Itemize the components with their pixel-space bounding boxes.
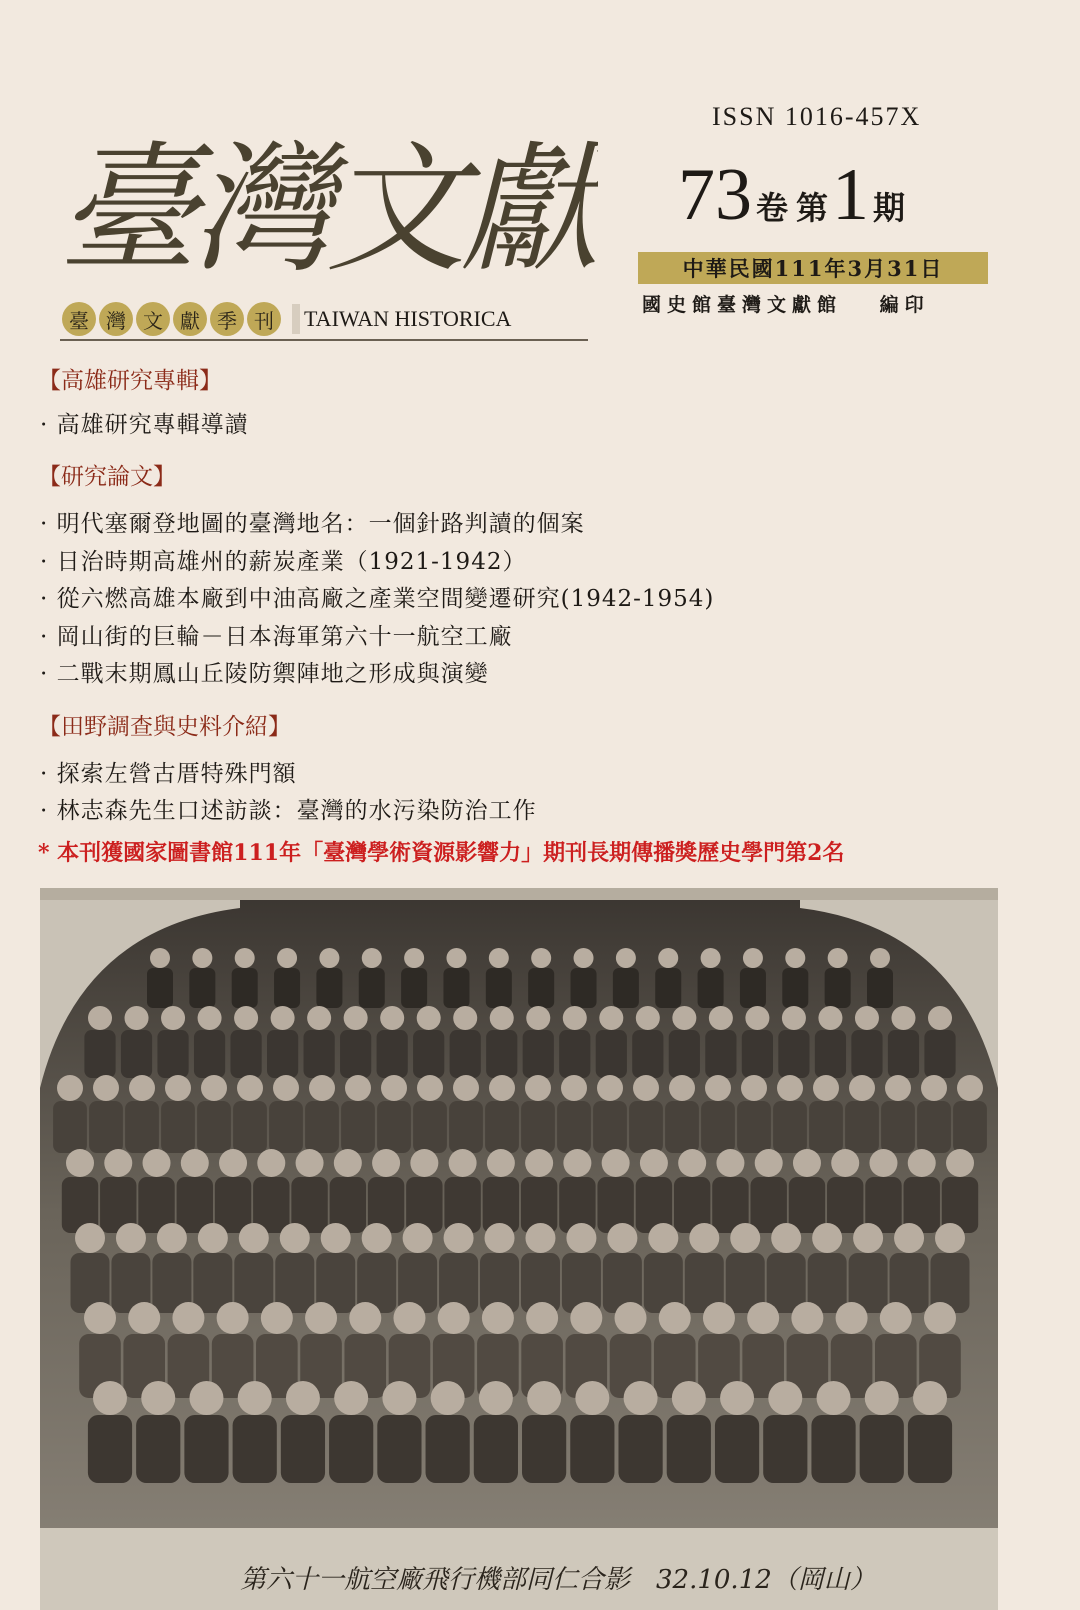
- person-head: [709, 1006, 733, 1030]
- person-head: [307, 1006, 331, 1030]
- person-body: [917, 1101, 951, 1153]
- person-body: [136, 1415, 180, 1483]
- person-head: [393, 1302, 425, 1334]
- person-head: [793, 1149, 821, 1177]
- person-head: [192, 948, 212, 968]
- person-body: [450, 1030, 481, 1078]
- issue-unit: 期: [873, 189, 906, 227]
- person-body: [815, 1030, 846, 1078]
- person-head: [198, 1006, 222, 1030]
- person-head: [624, 1381, 658, 1415]
- person-head: [286, 1381, 320, 1415]
- person-head: [482, 1302, 514, 1334]
- toc-item: · 從六燃高雄本廠到中油高廠之產業空間變遷研究(1942-1954): [40, 586, 715, 612]
- person-head: [344, 1006, 368, 1030]
- person-head: [745, 1006, 769, 1030]
- person-head: [525, 1075, 551, 1101]
- person-body: [773, 1101, 807, 1153]
- person-body: [778, 1030, 809, 1078]
- person-head: [894, 1223, 924, 1253]
- person-head: [908, 1149, 936, 1177]
- person-head: [730, 1223, 760, 1253]
- person-head: [334, 1381, 368, 1415]
- person-head: [921, 1075, 947, 1101]
- person-head: [66, 1149, 94, 1177]
- person-head: [768, 1381, 802, 1415]
- person-head: [172, 1302, 204, 1334]
- person-head: [157, 1223, 187, 1253]
- person-head: [817, 1381, 851, 1415]
- person-head: [818, 1006, 842, 1030]
- subtitle-char: 獻: [173, 302, 207, 336]
- issue-prefix: 第: [796, 189, 829, 227]
- person-body: [825, 968, 851, 1008]
- person-body: [443, 968, 469, 1008]
- person-head: [273, 1075, 299, 1101]
- person-body: [147, 968, 173, 1008]
- person-body: [522, 1415, 566, 1483]
- masthead-calligraphy: [58, 108, 598, 293]
- person-body: [742, 1030, 773, 1078]
- person-body: [888, 1030, 919, 1078]
- person-body: [84, 1030, 115, 1078]
- person-head: [633, 1075, 659, 1101]
- person-body: [305, 1101, 339, 1153]
- person-head: [602, 1149, 630, 1177]
- person-head: [672, 1381, 706, 1415]
- person-head: [570, 1302, 602, 1334]
- person-head: [489, 1075, 515, 1101]
- person-head: [836, 1302, 868, 1334]
- person-body: [789, 1177, 825, 1233]
- person-body: [377, 1030, 408, 1078]
- person-body: [811, 1415, 855, 1483]
- publication-date: 中華民國111年3月31日: [638, 252, 988, 284]
- person-head: [831, 1149, 859, 1177]
- person-head: [349, 1302, 381, 1334]
- person-body: [197, 1101, 231, 1153]
- person-body: [845, 1101, 879, 1153]
- person-body: [521, 1101, 555, 1153]
- person-head: [198, 1223, 228, 1253]
- person-body: [161, 1101, 195, 1153]
- person-head: [309, 1075, 335, 1101]
- person-head: [410, 1149, 438, 1177]
- person-head: [885, 1075, 911, 1101]
- person-head: [658, 948, 678, 968]
- person-body: [559, 1030, 590, 1078]
- person-head: [701, 948, 721, 968]
- person-head: [161, 1006, 185, 1030]
- person-head: [296, 1149, 324, 1177]
- person-head: [125, 1006, 149, 1030]
- person-head: [616, 948, 636, 968]
- person-head: [870, 948, 890, 968]
- person-body: [655, 968, 681, 1008]
- person-head: [381, 1075, 407, 1101]
- volume-number: 73: [678, 154, 752, 236]
- person-body: [523, 1030, 554, 1078]
- person-body: [557, 1101, 591, 1153]
- person-body: [593, 1101, 627, 1153]
- person-head: [689, 1223, 719, 1253]
- person-head: [141, 1381, 175, 1415]
- person-head: [487, 1149, 515, 1177]
- person-head: [362, 1223, 392, 1253]
- person-body: [89, 1101, 123, 1153]
- section-title: 【高雄研究專輯】: [38, 368, 222, 394]
- person-body: [809, 1101, 843, 1153]
- masthead-title: 臺灣文獻: [58, 129, 595, 292]
- person-body: [596, 1030, 627, 1078]
- issn: ISSN 1016-457X: [712, 102, 922, 131]
- person-body: [698, 968, 724, 1008]
- person-head: [362, 948, 382, 968]
- person-head: [165, 1075, 191, 1101]
- person-body: [485, 1101, 519, 1153]
- person-head: [924, 1302, 956, 1334]
- person-body: [233, 1101, 267, 1153]
- person-body: [715, 1415, 759, 1483]
- toc-item: · 探索左營古厝特殊門額: [40, 761, 297, 787]
- person-body: [908, 1415, 952, 1483]
- person-head: [189, 1381, 223, 1415]
- person-body: [571, 968, 597, 1008]
- person-body: [304, 1030, 335, 1078]
- subtitle-char: 季: [210, 302, 244, 336]
- person-head: [525, 1223, 555, 1253]
- person-head: [575, 1381, 609, 1415]
- person-body: [184, 1415, 228, 1483]
- person-head: [648, 1223, 678, 1253]
- person-body: [267, 1030, 298, 1078]
- toc-item: · 明代塞爾登地圖的臺灣地名：一個針路判讀的個案: [40, 511, 585, 537]
- person-head: [525, 1149, 553, 1177]
- person-body: [194, 1030, 225, 1078]
- person-head: [659, 1302, 691, 1334]
- person-head: [935, 1223, 965, 1253]
- person-head: [747, 1302, 779, 1334]
- person-body: [316, 968, 342, 1008]
- person-body: [618, 1415, 662, 1483]
- person-head: [755, 1149, 783, 1177]
- toc-item: · 高雄研究專輯導讀: [40, 412, 249, 438]
- person-body: [924, 1030, 955, 1078]
- person-head: [855, 1006, 879, 1030]
- person-head: [382, 1381, 416, 1415]
- person-head: [321, 1223, 351, 1253]
- subtitle-english: TAIWAN HISTORICA: [292, 304, 515, 334]
- toc-item: · 岡山街的巨輪－日本海軍第六十一航空工廠: [40, 624, 513, 650]
- person-head: [913, 1381, 947, 1415]
- person-head: [453, 1006, 477, 1030]
- person-head: [129, 1075, 155, 1101]
- person-body: [121, 1030, 152, 1078]
- person-head: [561, 1075, 587, 1101]
- person-head: [404, 948, 424, 968]
- masthead-logo: [58, 108, 598, 293]
- person-body: [88, 1415, 132, 1483]
- person-head: [828, 948, 848, 968]
- person-head: [444, 1223, 474, 1253]
- person-body: [474, 1415, 518, 1483]
- person-head: [782, 1006, 806, 1030]
- person-body: [157, 1030, 188, 1078]
- person-head: [771, 1223, 801, 1253]
- person-head: [305, 1302, 337, 1334]
- person-head: [319, 948, 339, 968]
- person-body: [669, 1030, 700, 1078]
- person-head: [380, 1006, 404, 1030]
- person-body: [667, 1415, 711, 1483]
- person-head: [201, 1075, 227, 1101]
- person-body: [632, 1030, 663, 1078]
- volume-issue: [678, 154, 909, 236]
- person-head: [116, 1223, 146, 1253]
- person-head: [237, 1075, 263, 1101]
- person-head: [880, 1302, 912, 1334]
- person-head: [280, 1223, 310, 1253]
- person-body: [486, 968, 512, 1008]
- person-body: [53, 1101, 87, 1153]
- publisher: 國史館臺灣文獻館 編印: [642, 294, 930, 316]
- person-body: [665, 1101, 699, 1153]
- person-head: [257, 1149, 285, 1177]
- person-head: [261, 1302, 293, 1334]
- person-head: [93, 1381, 127, 1415]
- person-head: [234, 1006, 258, 1030]
- person-head: [853, 1223, 883, 1253]
- person-head: [238, 1381, 272, 1415]
- person-head: [150, 948, 170, 968]
- person-body: [401, 968, 427, 1008]
- person-head: [479, 1381, 513, 1415]
- person-head: [104, 1149, 132, 1177]
- person-head: [849, 1075, 875, 1101]
- person-body: [377, 1415, 421, 1483]
- person-head: [869, 1149, 897, 1177]
- person-body: [232, 968, 258, 1008]
- person-head: [181, 1149, 209, 1177]
- person-head: [865, 1381, 899, 1415]
- person-head: [703, 1302, 735, 1334]
- person-head: [489, 948, 509, 968]
- person-body: [281, 1415, 325, 1483]
- person-head: [574, 948, 594, 968]
- person-body: [233, 1415, 277, 1483]
- person-body: [782, 968, 808, 1008]
- person-body: [613, 968, 639, 1008]
- group-photo-illustration: [40, 888, 998, 1610]
- person-body: [860, 1415, 904, 1483]
- person-body: [413, 1030, 444, 1078]
- person-head: [84, 1302, 116, 1334]
- person-body: [413, 1101, 447, 1153]
- person-head: [607, 1223, 637, 1253]
- person-head: [93, 1075, 119, 1101]
- person-head: [403, 1223, 433, 1253]
- person-body: [763, 1415, 807, 1483]
- person-body: [701, 1101, 735, 1153]
- person-head: [417, 1075, 443, 1101]
- person-body: [449, 1101, 483, 1153]
- person-head: [143, 1149, 171, 1177]
- person-head: [446, 948, 466, 968]
- subtitle-char: 臺: [62, 302, 96, 336]
- person-head: [705, 1075, 731, 1101]
- subtitle-row: [62, 301, 515, 337]
- person-head: [128, 1302, 160, 1334]
- person-head: [678, 1149, 706, 1177]
- person-head: [636, 1006, 660, 1030]
- person-head: [791, 1302, 823, 1334]
- person-head: [957, 1075, 983, 1101]
- person-head: [946, 1149, 974, 1177]
- person-body: [359, 968, 385, 1008]
- person-head: [431, 1381, 465, 1415]
- person-head: [417, 1006, 441, 1030]
- person-head: [334, 1149, 362, 1177]
- person-head: [812, 1223, 842, 1253]
- person-head: [615, 1302, 647, 1334]
- subtitle-char: 文: [136, 302, 170, 336]
- person-body: [881, 1101, 915, 1153]
- issue-number: 1: [832, 154, 870, 236]
- award-note: * 本刊獲國家圖書館111年「臺灣學術資源影響力」期刊長期傳播獎歷史學門第2名: [38, 840, 845, 866]
- person-head: [490, 1006, 514, 1030]
- subtitle-char: 刊: [247, 302, 281, 336]
- person-body: [269, 1101, 303, 1153]
- person-head: [777, 1075, 803, 1101]
- person-body: [189, 968, 215, 1008]
- person-head: [88, 1006, 112, 1030]
- person-head: [219, 1149, 247, 1177]
- person-head: [813, 1075, 839, 1101]
- person-head: [526, 1302, 558, 1334]
- person-body: [340, 1030, 371, 1078]
- person-head: [741, 1075, 767, 1101]
- person-head: [720, 1381, 754, 1415]
- person-body: [528, 968, 554, 1008]
- person-head: [716, 1149, 744, 1177]
- person-head: [271, 1006, 295, 1030]
- person-head: [217, 1302, 249, 1334]
- person-head: [526, 1006, 550, 1030]
- masthead-rule: [60, 339, 588, 341]
- person-head: [57, 1075, 83, 1101]
- person-head: [453, 1075, 479, 1101]
- person-head: [277, 948, 297, 968]
- person-head: [531, 948, 551, 968]
- person-head: [527, 1381, 561, 1415]
- person-head: [75, 1223, 105, 1253]
- person-body: [329, 1415, 373, 1483]
- person-head: [599, 1006, 623, 1030]
- person-head: [928, 1006, 952, 1030]
- toc-item: · 日治時期高雄州的薪炭產業（1921-1942）: [40, 549, 527, 575]
- person-head: [563, 1149, 591, 1177]
- person-head: [597, 1075, 623, 1101]
- person-body: [230, 1030, 261, 1078]
- person-head: [785, 948, 805, 968]
- group-photo: [40, 888, 998, 1610]
- toc-item: · 二戰末期鳳山丘陵防禦陣地之形成與演變: [40, 661, 489, 687]
- person-body: [953, 1101, 987, 1153]
- toc-item: · 林志森先生口述訪談：臺灣的水污染防治工作: [40, 798, 537, 824]
- person-body: [486, 1030, 517, 1078]
- person-body: [629, 1101, 663, 1153]
- person-body: [274, 968, 300, 1008]
- person-body: [426, 1415, 470, 1483]
- person-head: [449, 1149, 477, 1177]
- person-body: [867, 968, 893, 1008]
- person-body: [125, 1101, 159, 1153]
- section-title: 【研究論文】: [38, 464, 176, 490]
- person-body: [740, 968, 766, 1008]
- subtitle-char: 灣: [99, 302, 133, 336]
- person-body: [570, 1415, 614, 1483]
- person-body: [737, 1101, 771, 1153]
- person-body: [215, 1177, 251, 1233]
- person-head: [566, 1223, 596, 1253]
- person-body: [377, 1101, 411, 1153]
- person-head: [640, 1149, 668, 1177]
- person-head: [485, 1223, 515, 1253]
- person-head: [239, 1223, 269, 1253]
- person-head: [743, 948, 763, 968]
- person-head: [438, 1302, 470, 1334]
- person-head: [372, 1149, 400, 1177]
- person-head: [669, 1075, 695, 1101]
- person-head: [235, 948, 255, 968]
- photo-caption: 第六十一航空廠飛行機部同仁合影 32.10.12（岡山）: [240, 1565, 876, 1595]
- section-title: 【田野調查與史料介紹】: [38, 714, 291, 740]
- person-body: [341, 1101, 375, 1153]
- person-head: [672, 1006, 696, 1030]
- person-head: [345, 1075, 371, 1101]
- person-body: [851, 1030, 882, 1078]
- person-head: [563, 1006, 587, 1030]
- volume-unit: 卷: [756, 189, 789, 227]
- person-body: [705, 1030, 736, 1078]
- person-head: [891, 1006, 915, 1030]
